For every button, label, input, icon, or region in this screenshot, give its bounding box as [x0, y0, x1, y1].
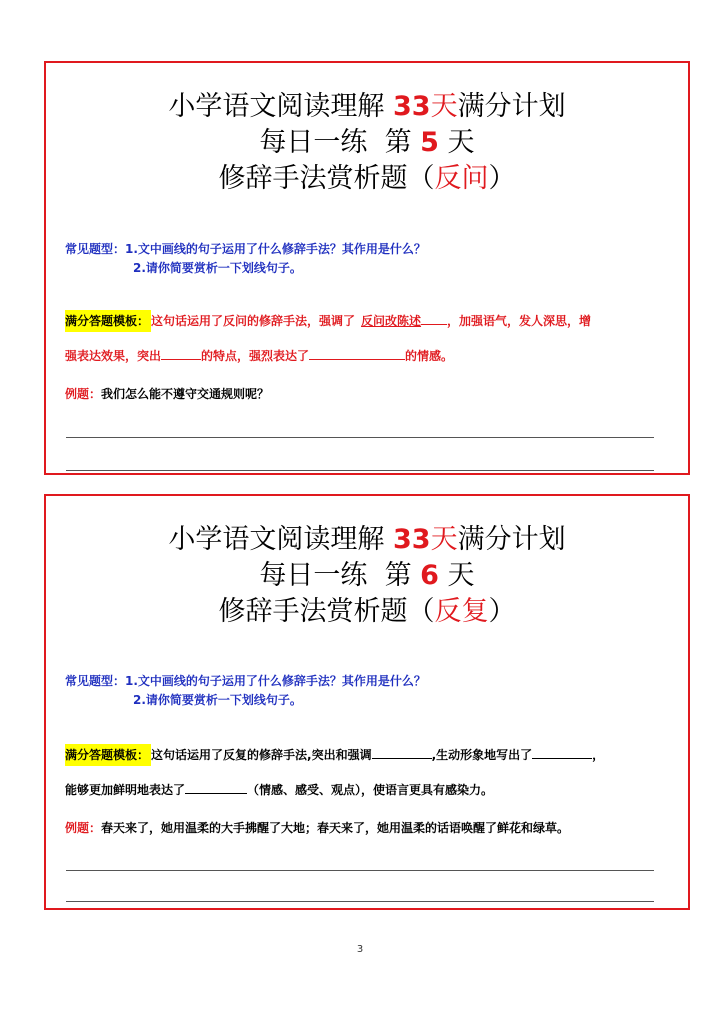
answer-template-line-1 — [65, 312, 668, 329]
answer-blank[interactable] — [532, 746, 592, 759]
topic-suffix: ） — [488, 163, 516, 194]
answer-blank[interactable] — [161, 347, 201, 360]
card-title — [46, 91, 688, 123]
day-prefix: 每日一练 第 — [259, 560, 421, 591]
worksheet-card-day-5 — [44, 61, 690, 475]
topic-prefix: 修辞手法赏析题（ — [218, 596, 435, 627]
worksheet-card-day-6 — [44, 494, 690, 910]
topic-line — [46, 163, 688, 195]
answer-blank[interactable] — [309, 347, 405, 360]
common-question-1 — [65, 241, 668, 257]
daily-practice-line — [46, 127, 688, 159]
answer-line[interactable] — [66, 870, 654, 871]
title-suffix: 满分计划 — [457, 91, 566, 122]
common-label: 常见题型： — [65, 242, 126, 256]
title-days-count: 33 — [393, 91, 431, 122]
answer-line[interactable] — [66, 901, 654, 902]
day-suffix: 天 — [438, 127, 475, 158]
template-text: ,生动形象地写出了 — [431, 748, 533, 762]
topic-prefix: 修辞手法赏析题（ — [218, 163, 435, 194]
daily-practice-line — [46, 560, 688, 592]
topic-rhetoric: 反问 — [434, 163, 489, 194]
example-question — [65, 386, 668, 402]
template-text: 强表达效果，突出 — [65, 349, 162, 363]
title-days-count: 33 — [393, 524, 431, 555]
template-filled-blank: 反问改陈述 — [361, 314, 422, 328]
example-label: 例题： — [65, 821, 102, 835]
answer-template-line-2 — [65, 781, 668, 798]
topic-line — [46, 596, 688, 628]
day-number: 6 — [420, 560, 439, 591]
title-day-unit: 天 — [430, 524, 458, 555]
answer-blank[interactable] — [372, 746, 432, 759]
day-number: 5 — [420, 127, 439, 158]
common-q1: 1.文中画线的句子运用了什么修辞手法？其作用是什么？ — [125, 674, 426, 688]
answer-line[interactable] — [66, 437, 654, 438]
card-title — [46, 524, 688, 556]
template-text: ， — [592, 748, 605, 762]
example-question — [65, 820, 668, 836]
template-text: 这句话运用了反复的修辞手法,突出和强调 — [151, 748, 372, 762]
answer-line[interactable] — [66, 470, 654, 471]
title-day-unit: 天 — [430, 91, 458, 122]
title-text: 小学语文阅读理解 — [168, 524, 393, 555]
title-suffix: 满分计划 — [457, 524, 566, 555]
common-question-1 — [65, 673, 668, 689]
example-label: 例题： — [65, 387, 102, 401]
template-label: 满分答题模板： — [65, 744, 151, 766]
title-text: 小学语文阅读理解 — [168, 91, 393, 122]
common-q1: 1.文中画线的句子运用了什么修辞手法？其作用是什么？ — [125, 242, 426, 256]
template-label: 满分答题模板： — [65, 310, 151, 332]
template-text: 的特点，强烈表达了 — [201, 349, 310, 363]
template-text: ，加强语气，发人深思，增 — [447, 314, 592, 328]
common-label: 常见题型： — [65, 674, 126, 688]
common-question-2: 2.请你简要赏析一下划线句子。 — [133, 261, 302, 275]
answer-blank[interactable] — [421, 312, 447, 325]
page-number: 3 — [356, 944, 364, 955]
common-question-2: 2.请你简要赏析一下划线句子。 — [133, 693, 302, 707]
day-prefix: 每日一练 第 — [259, 127, 421, 158]
template-text: 能够更加鲜明地表达了 — [65, 783, 186, 797]
template-text: 的情感。 — [405, 349, 454, 363]
example-text: 春天来了，她用温柔的大手拂醒了大地；春天来了，她用温柔的话语唤醒了鲜花和绿草。 — [101, 821, 570, 835]
topic-rhetoric: 反复 — [434, 596, 489, 627]
day-suffix: 天 — [438, 560, 475, 591]
topic-suffix: ） — [488, 596, 516, 627]
answer-template-line-1 — [65, 746, 668, 763]
answer-blank[interactable] — [185, 781, 247, 794]
template-text: （情感、感受、观点），使语言更具有感染力。 — [247, 783, 494, 797]
answer-template-line-2 — [65, 347, 668, 364]
example-text: 我们怎么能不遵守交通规则呢？ — [101, 387, 270, 401]
template-text: 这句话运用了反问的修辞手法，强调了 — [151, 314, 356, 328]
